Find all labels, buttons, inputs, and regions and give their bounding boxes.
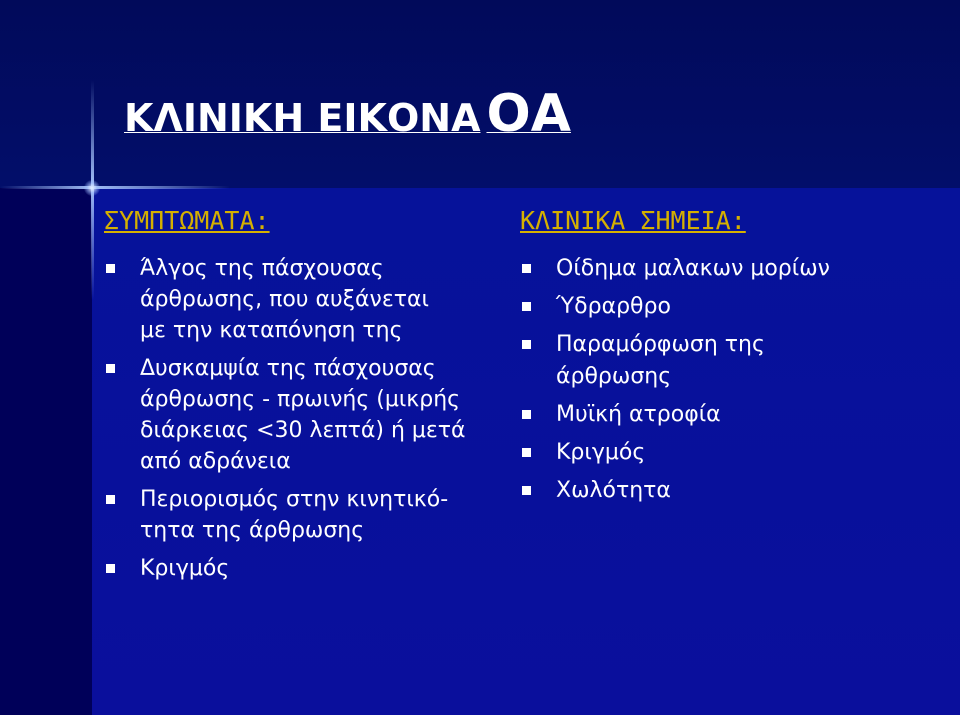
list-item-line: άρθρωσης <box>556 364 672 389</box>
square-bullet-icon <box>522 448 531 457</box>
list-item <box>520 399 950 431</box>
symptoms-column <box>104 206 504 591</box>
square-bullet-icon <box>522 410 531 419</box>
list-item <box>104 253 504 346</box>
sparkle-star-icon <box>84 180 100 196</box>
list-item <box>104 484 504 546</box>
list-item <box>520 329 950 393</box>
list-item-line: Μυϊκή ατροφία <box>556 402 721 427</box>
list-item-line: Κριγμός <box>140 556 230 581</box>
list-item <box>104 353 504 477</box>
list-item-line: με την καταπόνηση της <box>140 318 403 343</box>
list-item-line: από αδράνεια <box>140 449 291 474</box>
list-item <box>520 437 950 469</box>
list-item-line: Περιορισμός στην κινητικό- <box>140 487 449 512</box>
sparkle-horizontal-ray <box>0 186 230 189</box>
list-item <box>520 475 950 507</box>
square-bullet-icon <box>106 264 115 273</box>
list-item-line: Χωλότητα <box>556 478 671 503</box>
slide-title-suffix: ΟΑ <box>486 84 571 144</box>
list-item-line: Άλγος της πάσχουσας <box>140 256 384 281</box>
list-item-line: άρθρωσης - πρωινής (μικρής <box>140 387 461 412</box>
clinical-signs-list <box>520 253 950 507</box>
list-item <box>104 553 504 584</box>
square-bullet-icon <box>522 302 531 311</box>
list-item <box>520 253 950 285</box>
list-item-line: άρθρωσης, που αυξάνεται <box>140 287 429 312</box>
square-bullet-icon <box>522 340 531 349</box>
list-item-line: Παραμόρφωση της <box>556 332 765 357</box>
symptoms-list <box>104 253 504 584</box>
list-item-line: τητα της άρθρωσης <box>140 518 365 543</box>
symptoms-heading: ΣΥΜΠΤΩΜΑΤΑ: <box>104 206 270 235</box>
square-bullet-icon <box>522 264 531 273</box>
list-item-line: Δυσκαμψία της πάσχουσας <box>140 356 436 381</box>
slide-title-main: ΚΛΙΝΙΚΗ ΕΙΚΟΝΑ <box>124 96 481 140</box>
square-bullet-icon <box>106 495 115 504</box>
list-item-line: διάρκειας <30 λεπτά) ή μετά <box>140 418 466 443</box>
slide-title <box>124 84 571 144</box>
list-item-line: Κριγμός <box>556 440 646 465</box>
list-item-line: Οίδημα μαλακων μορίων <box>556 256 830 281</box>
clinical-signs-heading: ΚΛΙΝΙΚΑ ΣΗΜΕΙΑ: <box>520 206 746 235</box>
list-item-line: Ύδραρθρο <box>556 294 671 319</box>
square-bullet-icon <box>106 564 115 573</box>
square-bullet-icon <box>522 486 531 495</box>
square-bullet-icon <box>106 364 115 373</box>
list-item <box>520 291 950 323</box>
clinical-signs-column <box>520 206 950 513</box>
